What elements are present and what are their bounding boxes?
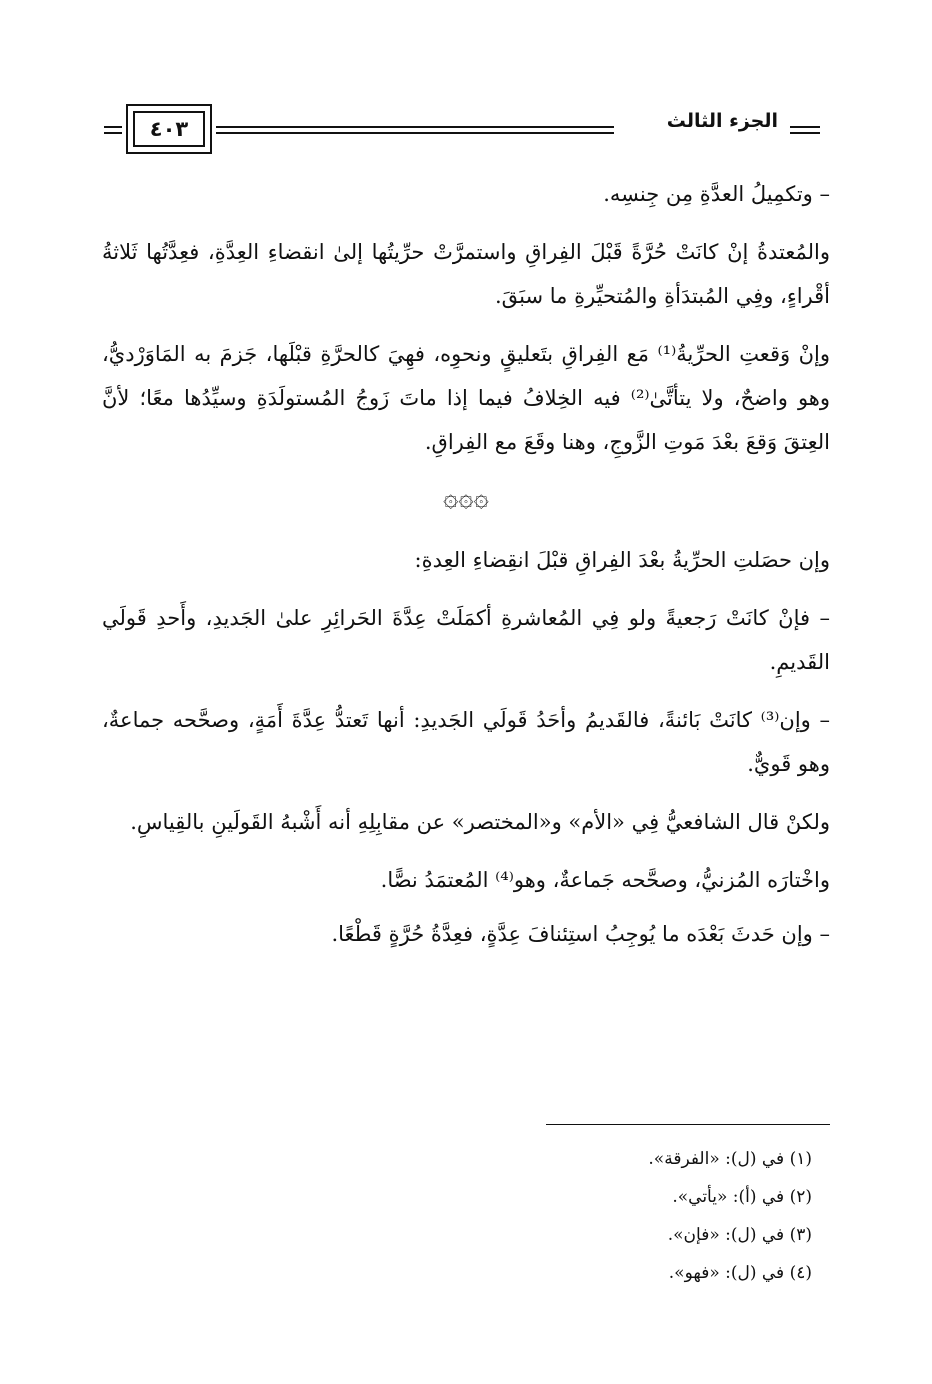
footnote: (٤) في (ل): «فهو». (668, 1263, 812, 1283)
footnote: (١) في (ل): «الفرقة». (648, 1149, 812, 1169)
paragraph: واخْتارَه المُزنيُّ، وصحَّحه جَماعةٌ، وهو⁽⁴⁾ المُعتمَدُ نصًّا. (380, 868, 830, 892)
footnotes (212, 1140, 812, 1292)
page-number-frame (126, 104, 212, 154)
footnote: (٢) في (أ): «يأتي». (672, 1187, 812, 1207)
paragraph: وإن حصَلتِ الحرِّيةُ بعْدَ الفِراقِ قبْلَ انقِضاءِ العِدةِ: (414, 548, 830, 572)
paragraph: – وإن حَدثَ بَعْدَه ما يُوجِبُ استِئنافَ عِدَّةٍ، فعِدَّةُ حُرَّةٍ قَطْعًا. (331, 922, 830, 946)
header-rule-left (104, 126, 122, 134)
header-rule-middle (216, 126, 614, 134)
part-title: الجزء الثالث (666, 110, 778, 132)
section-divider-ornament: ۞۞۞ (443, 483, 489, 513)
footnote-separator (546, 1124, 830, 1125)
paragraph: – وتكمِيلُ العدَّةِ مِن جِنسِه. (603, 182, 830, 206)
page-number: ٤٠٣ (133, 111, 205, 147)
running-header (104, 104, 820, 158)
paragraph: والمُعتدةُ إنْ كانَتْ حُرَّةً قَبْلَ الفِراقِ واستمرَّتْ حرِّيتُها إلىٰ انقضاءِ العِدَّةِ، فعِدَّتُها ثَلاثةُ أقْراءٍ، وفِي المُبتدَأةِ والمُتحيِّرةِ ما سبَقَ. (102, 240, 830, 308)
header-rule-right (790, 126, 820, 134)
paragraph: – وإن⁽³⁾ كانَتْ بَائنةً، فالقَديمُ وأحَدُ قَولَي الجَديدِ: أنها تَعتدُّ عِدَّةَ أَمَةٍ، وصحَّحه جماعةٌ، وهو قَويٌّ. (102, 708, 830, 776)
footnote: (٣) في (ل): «فإن». (667, 1225, 812, 1245)
paragraph: – فإنْ كانَتْ رَجعيةً ولو فِي المُعاشرةِ أكمَلَتْ عِدَّةَ الحَرائِرِ علىٰ الجَديدِ، وأَحدِ قَولَي القَديمِ. (102, 606, 830, 674)
main-text (102, 172, 830, 970)
paragraph: ولكنْ قال الشافعيُّ فِي «الأم» و«المختصر» عن مقابِلِهِ أنه أَشْبهُ القَولَينِ بالقِياسِ. (130, 810, 830, 834)
paragraph: وإنْ وَقعتِ الحرِّيةُ⁽¹⁾ مَع الفِراقِ بتَعليقٍ ونحوِه، فهِيَ كالحرَّةِ قبْلَها، جَزمَ به المَاوَرْديُّ، وهو واضحٌ، ولا يتأتَّىٰ⁽²⁾ فيه الخِلافُ فيما إذا ماتَ زَوجُ المُستولَدَةِ وسيِّدُها معًا؛ لأنَّ العِتقَ وَقعَ بعْدَ مَوتِ الزَّوجِ، وهنا وقَعَ مع الفِراقِ. (102, 342, 831, 454)
